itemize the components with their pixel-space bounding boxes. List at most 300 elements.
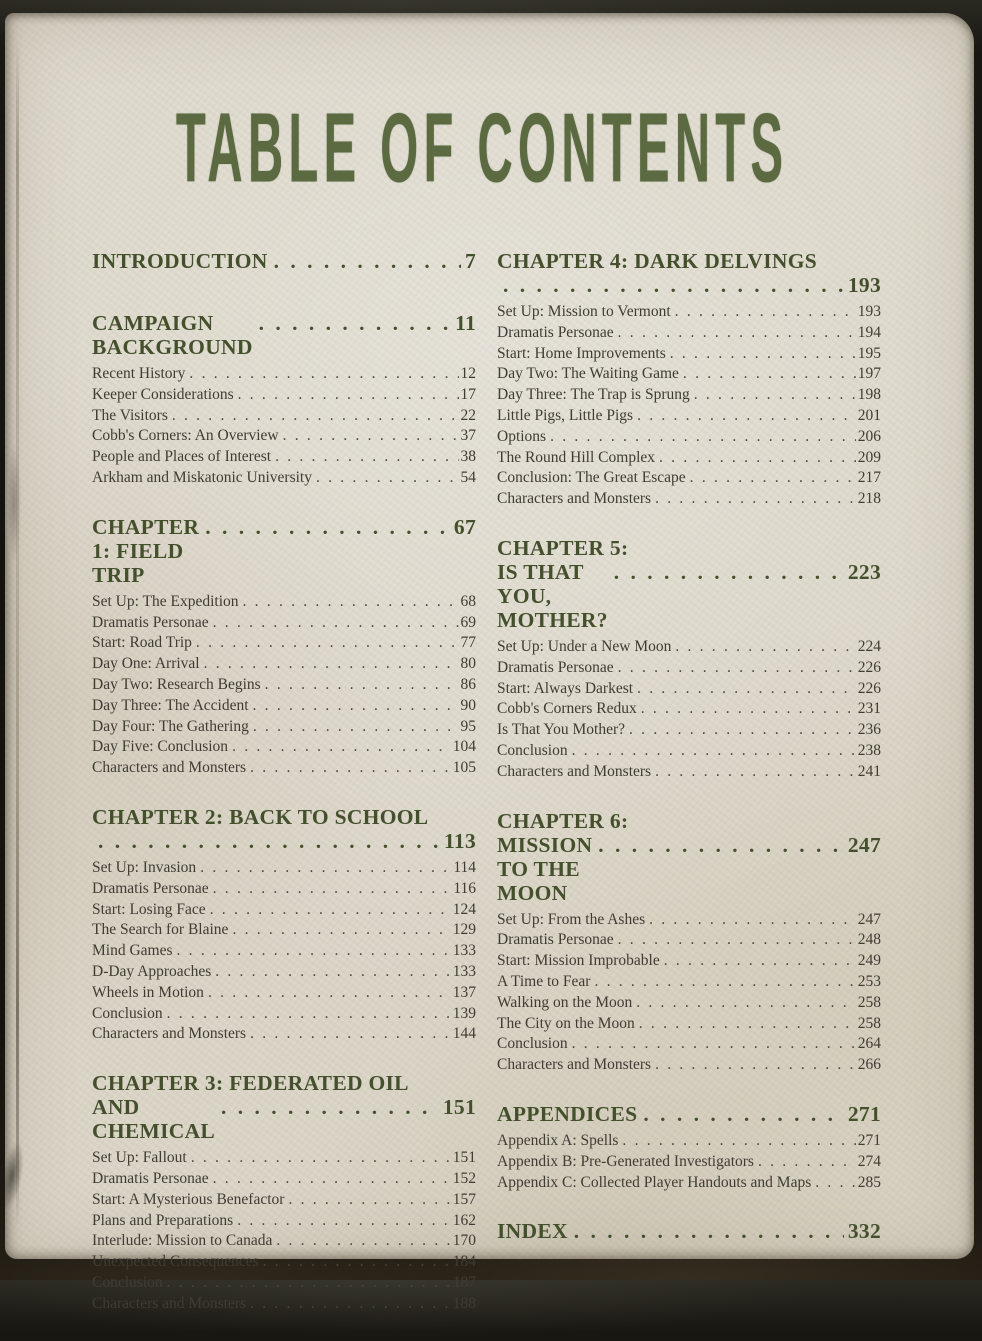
toc-column-left xyxy=(92,249,476,1341)
dot-leader xyxy=(572,1034,856,1055)
toc-entry xyxy=(92,983,476,1004)
toc-section-chapter-1 xyxy=(92,515,476,779)
dot-leader xyxy=(574,1219,844,1243)
toc-entry-label: The Search for Blaine xyxy=(92,921,229,939)
toc-entry xyxy=(497,1034,881,1055)
dot-leader xyxy=(758,1152,856,1173)
toc-entry-page: 17 xyxy=(460,385,476,403)
toc-entry xyxy=(92,447,476,468)
toc-entry-label: Day Three: The Accident xyxy=(92,696,249,714)
dot-leader xyxy=(594,972,855,993)
toc-heading-page: 67 xyxy=(453,514,476,539)
dot-leader xyxy=(98,829,440,853)
toc-entry-page: 105 xyxy=(452,759,476,777)
dot-leader xyxy=(275,447,458,468)
toc-entry xyxy=(497,720,881,741)
dot-leader xyxy=(221,1095,439,1119)
toc-heading-line xyxy=(497,1219,881,1243)
toc-entry xyxy=(92,1148,476,1169)
toc-heading-line xyxy=(92,249,476,273)
toc-entry-label: Set Up: Mission to Vermont xyxy=(497,303,671,320)
toc-entry-page: 124 xyxy=(452,900,476,918)
toc-entry-page: 77 xyxy=(460,634,476,652)
dot-leader xyxy=(288,1190,450,1211)
toc-entry-label: Characters and Monsters xyxy=(497,762,652,780)
toc-entry-label: Set Up: From the Ashes xyxy=(497,910,646,928)
toc-heading-line xyxy=(92,1071,476,1095)
dot-leader xyxy=(629,720,856,741)
toc-entry-label: Unexpected Consequences xyxy=(92,1253,259,1271)
toc-entry-page: 68 xyxy=(460,592,476,610)
dot-leader xyxy=(263,1252,451,1273)
toc-entry-page: 226 xyxy=(857,658,881,676)
toc-entry-page: 197 xyxy=(857,365,881,383)
toc-entry-page: 274 xyxy=(857,1152,881,1170)
dot-leader xyxy=(167,1004,451,1025)
dot-leader xyxy=(172,406,459,427)
dot-leader xyxy=(815,1173,855,1194)
toc-entry-label: Is That You Mother? xyxy=(497,721,626,739)
dot-leader xyxy=(253,696,459,717)
toc-entry-page: 201 xyxy=(857,406,881,424)
toc-heading-page: 332 xyxy=(847,1219,881,1244)
toc-entry-page: 129 xyxy=(452,921,476,939)
toc-section-appendices xyxy=(497,1102,881,1193)
toc-entry-label: Start: A Mysterious Benefactor xyxy=(92,1190,285,1208)
dot-leader xyxy=(655,1055,856,1076)
toc-entry-label: Characters and Monsters xyxy=(92,759,247,777)
dot-leader xyxy=(639,1014,856,1035)
toc-entry-page: 271 xyxy=(857,1131,881,1149)
toc-entry-label: The City on the Moon xyxy=(497,1014,635,1032)
toc-entry-label: Day Three: The Trap is Sprung xyxy=(497,386,690,404)
dot-leader xyxy=(191,1148,451,1169)
toc-heading-line xyxy=(92,829,476,853)
toc-entry xyxy=(92,654,476,675)
dot-leader xyxy=(618,323,856,344)
dot-leader xyxy=(598,833,844,857)
dot-leader xyxy=(664,951,856,972)
toc-entry-label: Dramatis Personae xyxy=(92,1169,209,1187)
toc-entry-label: Appendix B: Pre-Generated Investigators xyxy=(497,1152,754,1170)
toc-entry xyxy=(92,1252,476,1273)
toc-entry-page: 12 xyxy=(460,365,476,382)
toc-heading-label: INTRODUCTION xyxy=(92,249,268,273)
toc-entry-label: Conclusion xyxy=(497,1035,568,1053)
toc-entry xyxy=(92,1231,476,1252)
toc-entry xyxy=(92,1211,476,1232)
toc-entry-label: Start: Home Improvements xyxy=(497,344,666,362)
dot-leader xyxy=(250,1294,451,1315)
toc-heading-label: INDEX xyxy=(497,1219,568,1244)
toc-entry xyxy=(92,1273,476,1294)
toc-entry-label: Arkham and Miskatonic University xyxy=(92,468,312,486)
toc-heading-label: CHAPTER 4: DARK DELVINGS xyxy=(497,249,817,273)
toc-entry-page: 104 xyxy=(452,738,476,756)
toc-entry-page: 193 xyxy=(857,303,881,320)
toc-entry xyxy=(92,758,476,779)
toc-entry-label: Start: Losing Face xyxy=(92,900,206,918)
dot-leader xyxy=(205,515,450,539)
dot-leader xyxy=(641,699,856,720)
toc-entry-page: 195 xyxy=(857,344,881,362)
dot-leader xyxy=(276,1231,450,1252)
toc-entry xyxy=(92,920,476,941)
toc-entry xyxy=(497,302,881,323)
page-crease xyxy=(16,41,19,1225)
toc-heading xyxy=(92,311,476,359)
toc-entry-page: 152 xyxy=(452,1169,476,1187)
toc-entry-label: The Round Hill Complex xyxy=(497,448,656,466)
dot-leader xyxy=(655,489,856,510)
book-page xyxy=(5,13,974,1312)
toc-entry-page: 90 xyxy=(460,696,476,714)
toc-heading-page: 113 xyxy=(444,828,476,853)
dot-leader xyxy=(572,741,856,762)
toc-entry xyxy=(92,1169,476,1190)
dot-leader xyxy=(200,858,451,879)
toc-entry-page: 116 xyxy=(453,879,476,897)
toc-heading-label: APPENDICES xyxy=(497,1101,638,1126)
toc-entry-label: Day Two: Research Begins xyxy=(92,675,261,693)
toc-entry-label: Appendix A: Spells xyxy=(497,1131,619,1149)
toc-heading-label: CAMPAIGN BACKGROUND xyxy=(92,311,253,359)
toc-entry-label: Day Four: The Gathering xyxy=(92,717,249,735)
toc-entry-label: Conclusion xyxy=(497,741,568,759)
dot-leader xyxy=(265,675,459,696)
toc-heading-label: CHAPTER 3: FEDERATED OIL xyxy=(92,1071,409,1096)
toc-entry-page: 231 xyxy=(857,700,881,718)
toc-heading-label: CHAPTER 1: FIELD TRIP xyxy=(92,514,200,587)
toc-entry-label: Appendix C: Collected Player Handouts and Maps xyxy=(497,1173,812,1191)
toc-heading-page: 7 xyxy=(464,249,476,273)
toc-heading-line xyxy=(497,560,881,632)
toc-entry-page: 151 xyxy=(452,1149,476,1167)
toc-entry-page: 209 xyxy=(857,448,881,466)
toc-entry-label: Walking on the Moon xyxy=(497,993,633,1011)
toc-heading-label: IS THAT YOU, MOTHER? xyxy=(497,559,608,632)
toc-entry-label: Conclusion xyxy=(92,1004,163,1022)
dot-leader xyxy=(618,658,856,679)
dot-leader xyxy=(232,920,450,941)
toc-section-campaign-background xyxy=(92,311,476,489)
toc-entry-page: 236 xyxy=(857,721,881,739)
toc-entry-page: 162 xyxy=(452,1211,476,1229)
toc-heading-page: 223 xyxy=(847,559,881,584)
toc-entry xyxy=(92,633,476,654)
toc-entry-label: Set Up: Under a New Moon xyxy=(497,637,672,655)
toc-entry-label: Dramatis Personae xyxy=(92,879,209,897)
toc-entry xyxy=(92,696,476,717)
toc-entry-page: 37 xyxy=(460,427,476,445)
dot-leader xyxy=(259,311,451,335)
toc-heading xyxy=(497,536,881,632)
toc-entry xyxy=(92,592,476,613)
dot-leader xyxy=(238,385,459,406)
toc-entry xyxy=(497,699,881,720)
toc-entry xyxy=(92,1024,476,1045)
toc-entry-label: Characters and Monsters xyxy=(497,490,652,508)
toc-entry-page: 248 xyxy=(857,931,881,949)
toc-entry-page: 86 xyxy=(460,675,476,693)
dot-leader xyxy=(659,448,856,469)
toc-section-introduction xyxy=(92,249,476,273)
toc-entry-label: Set Up: Fallout xyxy=(92,1149,187,1167)
toc-entry xyxy=(497,1055,881,1076)
toc-entry-page: 80 xyxy=(460,655,476,673)
toc-entry-label: People and Places of Interest xyxy=(92,448,272,466)
toc-entry-label: Day Two: The Waiting Game xyxy=(497,365,679,383)
toc-section-chapter-2 xyxy=(92,805,476,1045)
dot-leader xyxy=(250,1024,451,1045)
toc-entry-label: Mind Games xyxy=(92,942,173,960)
toc-entry-label: Start: Mission Improbable xyxy=(497,952,660,970)
toc-entry-label: Keeper Considerations xyxy=(92,385,234,403)
dot-leader xyxy=(694,385,856,406)
toc-entry-page: 253 xyxy=(857,972,881,990)
toc-section-chapter-3 xyxy=(92,1071,476,1314)
toc-entry-label: Start: Road Trip xyxy=(92,634,192,652)
toc-entry-page: 285 xyxy=(857,1173,881,1191)
toc-entry-label: Dramatis Personae xyxy=(497,323,614,341)
toc-entry xyxy=(92,962,476,983)
toc-entry-page: 144 xyxy=(452,1025,476,1043)
toc-entry xyxy=(497,930,881,951)
toc-entry-page: 238 xyxy=(857,741,881,759)
toc-entry-label: Dramatis Personae xyxy=(92,613,209,631)
toc-entry-label: Cobb's Corners Redux xyxy=(497,700,637,718)
toc-entry-label: Little Pigs, Little Pigs xyxy=(497,406,634,424)
toc-entry xyxy=(497,323,881,344)
toc-entry xyxy=(497,468,881,489)
toc-entry xyxy=(92,858,476,879)
toc-entry-label: Set Up: Invasion xyxy=(92,858,197,876)
toc-entry-label: D-Day Approaches xyxy=(92,962,212,980)
toc-entry-page: 139 xyxy=(452,1004,476,1022)
toc-section-chapter-4 xyxy=(497,249,881,510)
toc-entry xyxy=(497,1173,881,1194)
toc-heading xyxy=(92,515,476,587)
toc-entry-page: 184 xyxy=(452,1253,476,1271)
toc-heading-line xyxy=(497,809,881,833)
toc-entry-page: 133 xyxy=(452,942,476,960)
toc-entry xyxy=(92,613,476,634)
toc-section-chapter-5 xyxy=(497,536,881,783)
dot-leader xyxy=(618,930,856,951)
page-edge-smudge xyxy=(7,443,21,563)
dot-leader xyxy=(683,364,856,385)
toc-entry xyxy=(497,406,881,427)
toc-entry-label: Characters and Monsters xyxy=(92,1025,247,1043)
toc-entry-page: 54 xyxy=(460,468,476,486)
toc-entry-label: Start: Always Darkest xyxy=(497,679,634,697)
toc-heading-line xyxy=(92,311,476,359)
dot-leader xyxy=(189,364,458,385)
toc-entry-page: 266 xyxy=(857,1056,881,1074)
toc-heading xyxy=(497,809,881,905)
toc-entry xyxy=(497,1014,881,1035)
toc-entry-page: 264 xyxy=(857,1035,881,1053)
toc-entry-label: Day One: Arrival xyxy=(92,655,200,673)
dot-leader xyxy=(503,273,844,297)
toc-entry xyxy=(497,741,881,762)
dot-leader xyxy=(655,762,856,783)
toc-heading-line xyxy=(92,805,476,829)
toc-heading-page: 193 xyxy=(847,273,881,297)
toc-entry-label: Options xyxy=(497,427,547,445)
toc-entry-label: Characters and Monsters xyxy=(497,1056,652,1074)
dot-leader xyxy=(213,879,452,900)
toc-entry xyxy=(497,448,881,469)
toc-entry-page: 194 xyxy=(857,323,881,341)
toc-heading xyxy=(92,249,476,273)
toc-heading-label: CHAPTER 2: BACK TO SCHOOL xyxy=(92,804,429,829)
dot-leader xyxy=(649,910,856,931)
toc-entry xyxy=(497,364,881,385)
toc-heading-label: CHAPTER 5: xyxy=(497,535,629,560)
toc-entry xyxy=(92,737,476,758)
toc-entry-page: 198 xyxy=(857,386,881,404)
dot-leader xyxy=(636,993,856,1014)
dot-leader xyxy=(208,983,451,1004)
dot-leader xyxy=(637,406,856,427)
dot-leader xyxy=(196,633,459,654)
toc-entry xyxy=(497,427,881,448)
toc-entry-page: 188 xyxy=(452,1294,476,1312)
dot-leader xyxy=(232,737,451,758)
toc-entry-page: 114 xyxy=(453,858,476,876)
toc-entry xyxy=(92,364,476,385)
toc-entry-label: Recent History xyxy=(92,365,186,382)
toc-entry-page: 38 xyxy=(460,448,476,466)
toc-entry xyxy=(92,406,476,427)
toc-entry-page: 226 xyxy=(857,679,881,697)
title-wrap xyxy=(5,94,960,205)
toc-entry xyxy=(497,972,881,993)
dot-leader xyxy=(283,426,459,447)
toc-entry xyxy=(497,1152,881,1173)
toc-entry xyxy=(497,637,881,658)
toc-entry-page: 69 xyxy=(460,613,476,631)
toc-entry-label: Wheels in Motion xyxy=(92,983,204,1001)
toc-entry xyxy=(497,910,881,931)
toc-entry-page: 258 xyxy=(857,1014,881,1032)
toc-entry-label: Dramatis Personae xyxy=(497,931,614,949)
toc-column-right xyxy=(497,249,881,1248)
toc-entry xyxy=(92,468,476,489)
toc-entry-label: Conclusion xyxy=(92,1273,163,1291)
dot-leader xyxy=(204,654,459,675)
dot-leader xyxy=(670,344,856,365)
toc-heading-line xyxy=(497,833,881,905)
dot-leader xyxy=(637,679,856,700)
toc-entry xyxy=(92,879,476,900)
toc-entry-page: 258 xyxy=(857,993,881,1011)
toc-entry-page: 133 xyxy=(452,962,476,980)
toc-heading-line xyxy=(92,1095,476,1143)
page-corner-tear xyxy=(0,1140,28,1212)
toc-entry-label: Plans and Preparations xyxy=(92,1211,234,1229)
dot-leader xyxy=(253,717,459,738)
toc-heading xyxy=(497,1219,881,1243)
toc-entry-page: 170 xyxy=(452,1232,476,1250)
toc-entry-page: 249 xyxy=(857,952,881,970)
toc-heading-line xyxy=(497,1102,881,1126)
dot-leader xyxy=(250,758,451,779)
toc-entry-page: 22 xyxy=(460,406,476,424)
dot-leader xyxy=(177,941,451,962)
dot-leader xyxy=(550,427,856,448)
toc-entry xyxy=(92,426,476,447)
toc-entry-page: 241 xyxy=(857,762,881,780)
dot-leader xyxy=(243,592,459,613)
toc-entry-label: Characters and Monsters xyxy=(92,1294,247,1312)
dot-leader xyxy=(690,468,856,489)
toc-section-index xyxy=(497,1219,881,1243)
toc-heading xyxy=(92,1071,476,1143)
dot-leader xyxy=(643,1102,843,1126)
toc-entry xyxy=(497,489,881,510)
toc-entry xyxy=(497,679,881,700)
toc-entry-page: 224 xyxy=(857,637,881,655)
dot-leader xyxy=(210,900,451,921)
toc-entry-page: 137 xyxy=(452,983,476,1001)
toc-heading-page: 11 xyxy=(455,311,476,335)
toc-entry-label: A Time to Fear xyxy=(497,972,591,990)
dot-leader xyxy=(237,1211,451,1232)
toc-heading-line xyxy=(497,536,881,560)
toc-entry xyxy=(92,1004,476,1025)
toc-entry-page: 95 xyxy=(460,717,476,735)
toc-entry xyxy=(497,993,881,1014)
toc-entry-label: Set Up: The Expedition xyxy=(92,592,239,610)
toc-entry-page: 218 xyxy=(857,490,881,508)
toc-entry xyxy=(497,658,881,679)
toc-entry-label: The Visitors xyxy=(92,406,168,424)
toc-entry xyxy=(92,675,476,696)
toc-entry-label: Dramatis Personae xyxy=(497,658,614,676)
toc-heading xyxy=(497,1102,881,1126)
dot-leader xyxy=(316,468,459,489)
toc-entry-page: 217 xyxy=(857,469,881,487)
dot-leader xyxy=(274,249,461,273)
toc-heading-page: 271 xyxy=(847,1101,881,1126)
toc-entry-page: 157 xyxy=(452,1190,476,1208)
toc-entry-label: Conclusion: The Great Escape xyxy=(497,469,686,487)
dot-leader xyxy=(675,637,855,658)
toc-entry xyxy=(497,1131,881,1152)
toc-heading-line xyxy=(497,249,881,273)
toc-entry xyxy=(497,344,881,365)
toc-entry-label: Day Five: Conclusion xyxy=(92,738,229,756)
toc-entry-label: Interlude: Mission to Canada xyxy=(92,1232,273,1250)
toc-heading xyxy=(497,249,881,297)
toc-heading-label: AND CHEMICAL xyxy=(92,1095,216,1144)
toc-entry-page: 206 xyxy=(857,427,881,445)
dot-leader xyxy=(213,613,459,634)
toc-entry-page: 187 xyxy=(452,1273,476,1291)
toc-heading-line xyxy=(92,515,476,587)
toc-entry xyxy=(92,1294,476,1315)
toc-entry xyxy=(92,385,476,406)
toc-entry xyxy=(497,762,881,783)
toc-entry-label: Cobb's Corners: An Overview xyxy=(92,427,279,445)
dot-leader xyxy=(622,1131,855,1152)
toc-heading xyxy=(92,805,476,853)
toc-entry-page: 247 xyxy=(857,910,881,928)
toc-heading-label: MISSION TO THE MOON xyxy=(497,832,593,905)
dot-leader xyxy=(213,1169,451,1190)
